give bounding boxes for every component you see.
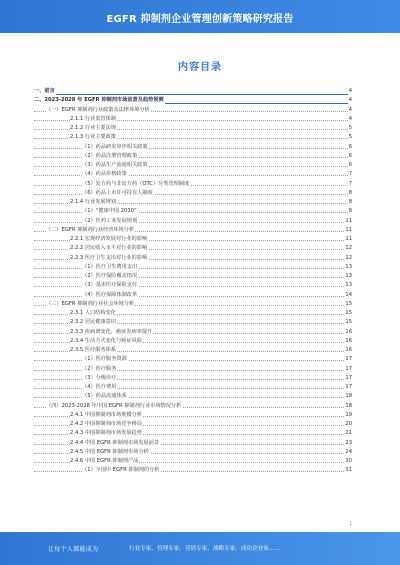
footer-bar [0,532,400,565]
toc-entry[interactable] [34,411,352,420]
toc-entry-page: 6 [348,152,352,161]
toc-entry-title: （四）2023-2028 年中国 EGFR 抑制剂行业市场情况分析 [46,402,182,411]
toc-entry-page: 30 [344,457,352,466]
toc-entry-title: （二）EGFR 抑制剂行业经济环境分析 [46,226,135,235]
toc-entry[interactable] [34,383,352,392]
toc-entry[interactable] [34,244,352,253]
toc-entry[interactable] [34,448,352,457]
toc-entry-title: （2）药品注册管理政策 [82,152,138,161]
toc-entry-title: （1）“健康中国 2030” [82,207,138,216]
toc-entry-title: （3）基本医疗保险支付 [82,281,138,290]
toc-entry-title: （1）全国中 EGFR 抑制剂的分析 [82,466,161,475]
toc-entry-title: （4）药品价格政策 [82,170,128,179]
toc-entry[interactable] [34,170,352,179]
toc-entry-title: 2.3.3 疾病谱变化，癌症发病率提升 [70,328,153,337]
footer-slogan: 让每个人都能成为 [48,546,99,553]
toc-entry-page: 5 [348,124,352,133]
toc-entry-page: 23 [344,439,352,448]
toc-entry-page: 6 [348,161,352,170]
toc-entry-page: 11 [344,217,352,226]
toc-entry[interactable] [34,272,352,281]
report-title: EGFR 抑制剂企业管理创新策略研究报告 [106,14,294,25]
toc-entry-page: 17 [344,374,352,383]
toc-entry-page: 17 [344,365,352,374]
toc-entry-title: 2.4.6 中国 EGFR 抑制剂产品 [70,457,139,466]
toc-entry-page: 16 [344,328,352,337]
toc-entry-title: 2.1.4 行业发展规划 [70,198,117,207]
toc-entry-title: 2.4.1 中国抑制剂市场规模分析 [70,411,143,420]
toc-entry-title: （2）医疗服务 [82,365,117,374]
toc-entry-title: （6）药品上市许可持有人制度 [82,189,154,198]
toc-entry-title: 2.2.1 宏观经济发展对行业的影响 [70,235,148,244]
toc-entry[interactable] [34,328,352,337]
toc-entry-title: （三）EGFR 抑制剂行业社会环境分析 [46,300,135,309]
toc-entry[interactable] [34,355,352,364]
toc-entry-page: 4 [348,115,352,124]
toc-entry[interactable] [34,392,352,401]
toc-entry[interactable] [34,439,352,448]
toc-entry[interactable] [34,133,352,142]
report-header-bar [0,0,400,33]
toc-title: 内容目录 [178,62,222,73]
toc-entry-page: 7 [348,170,352,179]
toc-entry-title: 2.3.2 居民健康意识 [70,318,117,327]
toc-entry-page: 12 [344,244,352,253]
toc-entry-page: 16 [344,337,352,346]
toc-entry-title: （1）医疗卫生费用支出 [82,263,138,272]
toc-entry-title: 2.3.4 生活方式变化与癌症风险 [70,337,143,346]
toc-entry-page: 13 [344,272,352,281]
toc-entry[interactable] [34,124,352,133]
toc-entry[interactable] [34,365,352,374]
toc-entry-title: （3）分级诊疗 [82,374,117,383]
toc-entry[interactable] [34,346,352,355]
toc-entry-title: （一）EGFR 抑制剂行业政策及法律环境分析 [46,106,151,115]
toc-entry[interactable] [34,420,352,429]
toc-entry[interactable] [34,161,352,170]
toc-entry-page: 13 [344,263,352,272]
toc-entry-title: （4）医疗费用 [82,383,117,392]
toc-entry-title: （2）医疗保险覆盖情况 [82,272,138,281]
toc-entry-title: 2.4.4 中国 EGFR 抑制剂市场发展前景 [70,439,160,448]
toc-entry-title: 2.1.3 行业主要政策 [70,133,117,142]
toc-entry[interactable] [34,263,352,272]
toc-entry-page: 4 [348,96,352,105]
toc-entry[interactable] [34,96,352,105]
toc-entry-title: （1）药品研发审评相关政策 [82,143,149,152]
toc-entry-title: 一、前言 [34,87,56,96]
toc-entry-page: 13 [344,281,352,290]
toc-entry[interactable] [34,115,352,124]
toc-entry-title: 2.1.1 行业监管体制 [70,115,117,124]
toc-entry-page: 7 [348,180,352,189]
toc-entry-title: 2.2.3 医疗卫生支出对行业的影响 [70,254,148,263]
toc-entry[interactable] [34,254,352,263]
toc-entry-title: 2.3.1 人口结构变化 [70,309,117,318]
toc-leader [34,94,352,95]
toc-entry-page: 19 [344,411,352,420]
toc-entry-page: 11 [344,226,352,235]
toc-entry-title: （3）药品生产流通相关政策 [82,161,149,170]
toc-entry[interactable] [34,207,352,216]
toc-entry-title: 2.2.2 居民收入水平对行业的影响 [70,244,148,253]
toc-entry[interactable] [34,106,352,115]
toc-entry-title: 2.4.3 中国抑制剂市场发展趋势 [70,429,143,438]
toc-entry[interactable] [34,180,352,189]
toc-entry[interactable] [34,374,352,383]
toc-entry[interactable] [34,318,352,327]
toc-entry-page: 15 [344,300,352,309]
page-number: 1 [349,521,352,526]
toc-entry[interactable] [34,337,352,346]
toc-entry[interactable] [34,309,352,318]
toc-entry-page: 5 [348,133,352,142]
toc-entry-page: 17 [344,355,352,364]
toc-entry[interactable] [34,87,352,96]
toc-entry[interactable] [34,235,352,244]
toc-entry-page: 6 [348,143,352,152]
toc-entry[interactable] [34,198,352,207]
toc-entry-page: 8 [348,189,352,198]
toc-entry[interactable] [34,291,352,300]
toc-entry-page: 17 [344,383,352,392]
toc-entry[interactable] [34,402,352,411]
toc-entry-title: 2.1.2 行业主要法规 [70,124,117,133]
toc-entry[interactable] [34,143,352,152]
toc-entry-page: 24 [344,448,352,457]
toc-entry-page: 18 [344,392,352,401]
toc-entry[interactable] [34,281,352,290]
toc-entry-page: 12 [344,254,352,263]
toc-entry-title: 二、2023-2028 年 EGFR 抑制剂市场前景及趋势预测 [34,96,165,105]
toc-entry-page: 8 [348,207,352,216]
toc-entry-title: （1）医疗服务资源 [82,355,128,364]
toc-entry-page: 8 [348,198,352,207]
toc-entry-title: （2）医药工业发展规划 [82,217,138,226]
toc-entry[interactable] [34,152,352,161]
toc-entry[interactable] [34,300,352,309]
toc-entry-page: 11 [344,235,352,244]
toc-entry[interactable] [34,457,352,466]
toc-entry[interactable] [34,466,352,475]
toc-entry[interactable] [34,217,352,226]
toc-entry-page: 31 [344,466,352,475]
toc-entry-title: 2.3.5 医疗服务体系 [70,346,117,355]
toc-entry-page: 4 [348,106,352,115]
toc-entry[interactable] [34,189,352,198]
toc-entry-page: 14 [344,291,352,300]
toc-entry-page: 4 [348,87,352,96]
toc-entry[interactable] [34,226,352,235]
toc-entry-page: 21 [344,429,352,438]
toc-entry[interactable] [34,429,352,438]
toc-entry-title: 2.4.2 中国抑制剂市场竞争格局 [70,420,143,429]
toc-entry-page: 15 [344,309,352,318]
table-of-contents [34,87,352,476]
toc-entry-title: （5）药品流通体系 [82,392,128,401]
toc-entry-title: 2.4.5 中国 EGFR 抑制剂市场分析 [70,448,150,457]
toc-entry-title: （4）医疗保障体制改革 [82,291,138,300]
toc-entry-page: 16 [344,346,352,355]
toc-entry-page: 18 [344,402,352,411]
toc-entry-page: 20 [344,420,352,429]
toc-entry-title: （5）处方药与非处方药（OTC）分类管理制度 [82,180,190,189]
toc-entry-page: 15 [344,318,352,327]
footer-tagline: 行业专家、管理专家、营销专家、战略专家、成功企业家…… [129,546,281,552]
